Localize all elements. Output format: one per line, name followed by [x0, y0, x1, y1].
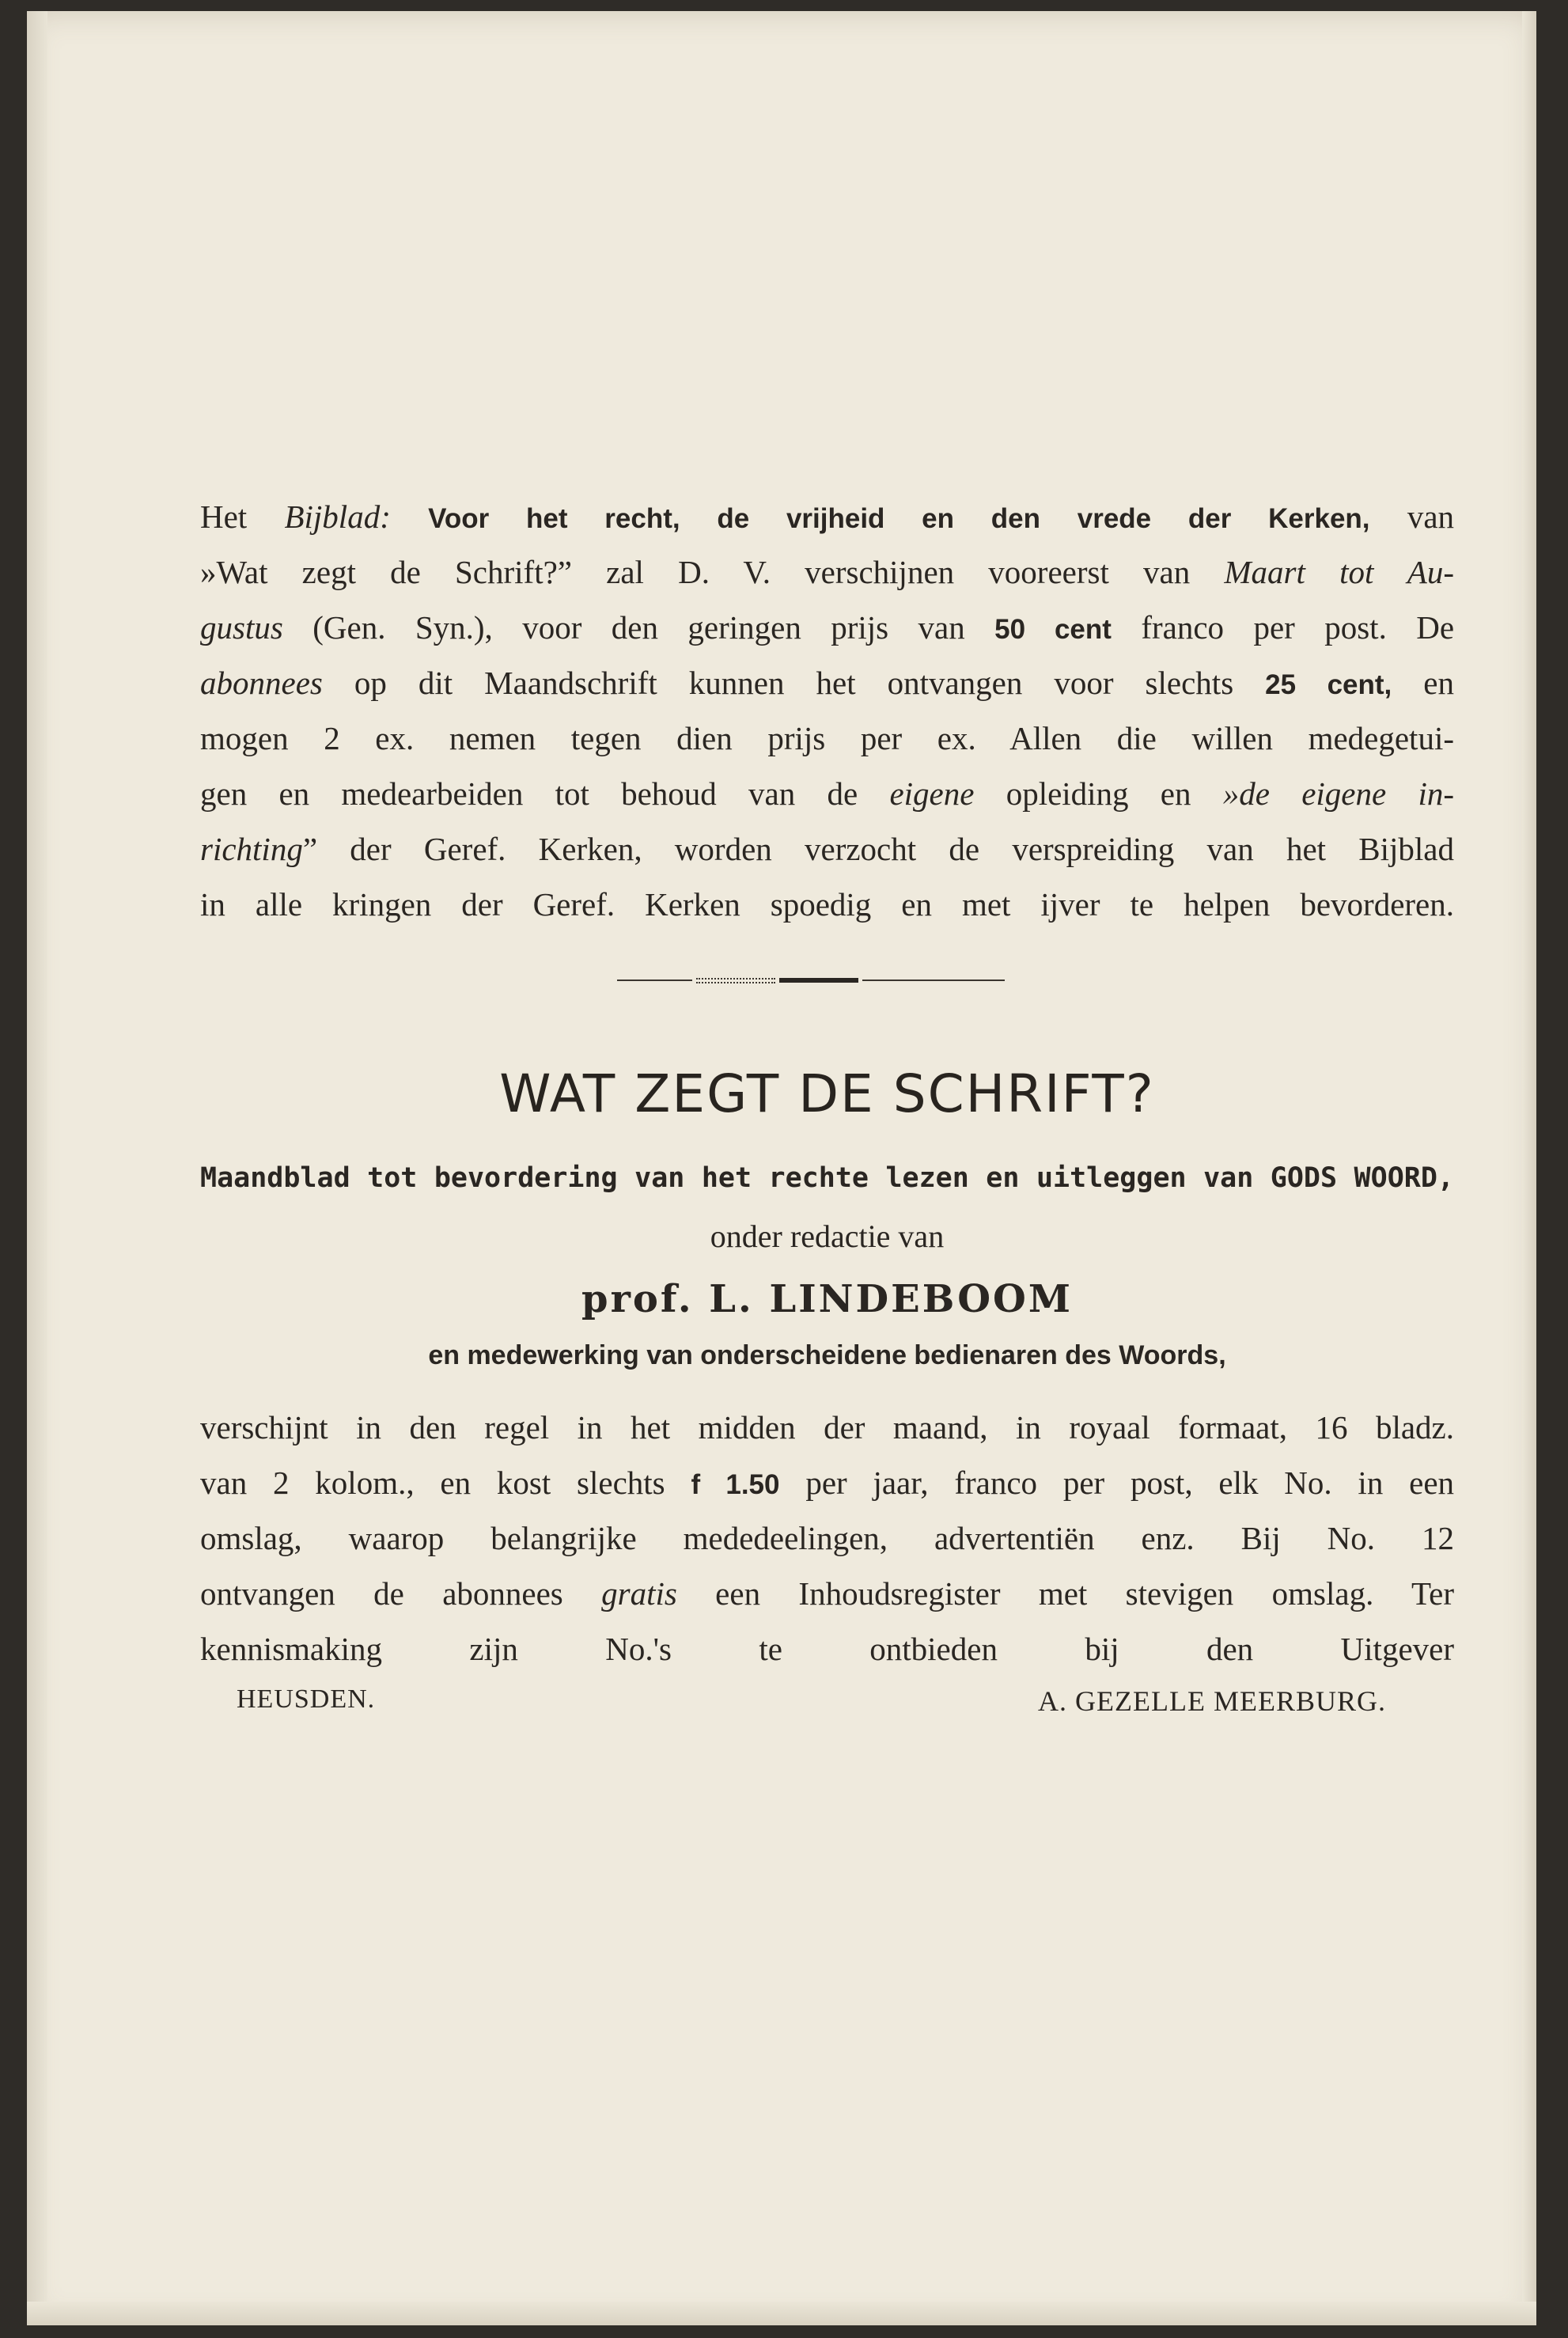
text-line: [200, 655, 1454, 713]
page-edge-right: [1522, 11, 1536, 2325]
italic-text: »de eigene in-: [1222, 775, 1454, 812]
text-segment: opleiding en: [1006, 775, 1191, 812]
italic-text: Bijblad:: [284, 498, 391, 535]
text-segment: kennismaking zijn No.'s te ontbieden bij den Uitgever: [200, 1631, 1454, 1667]
italic-text: eigene: [889, 775, 975, 812]
text-segment: van: [1407, 498, 1455, 535]
italic-text: Maart tot Au-: [1224, 554, 1454, 590]
publisher-name: A. GEZELLE MEERBURG.: [1038, 1685, 1386, 1717]
text-segment: per jaar, franco per post, elk No. in een: [805, 1465, 1455, 1501]
bold-text: 25 cent,: [1265, 669, 1392, 700]
text-segment: op dit Maandschrift kunnen het ontvangen voor slechts: [354, 665, 1234, 701]
text-line: [200, 766, 1454, 821]
italic-text: richting: [200, 831, 303, 867]
publisher-place: HEUSDEN.: [237, 1684, 376, 1714]
text-segment: franco per post. De: [1141, 609, 1455, 646]
text-segment: Het: [200, 498, 248, 535]
text-line: [200, 1455, 1454, 1513]
magazine-title: WAT ZEGT DE SCHRIFT?: [499, 1063, 1155, 1124]
text-segment: een Inhoudsregister met stevigen omslag. Ter: [715, 1575, 1454, 1612]
collaboration-line: en medewerking van onderscheidene bedienaren des Woords,: [428, 1340, 1226, 1370]
page-edge-bottom: [27, 2302, 1536, 2325]
text-segment: »Wat zegt de Schrift?” zal D. V. verschijnen vooreerst van: [200, 554, 1191, 590]
text-line: [200, 710, 1454, 766]
bold-text: Voor het recht, de vrijheid en den vrede der Kerken,: [428, 503, 1370, 534]
text-segment: (Gen. Syn.), voor den geringen prijs van: [312, 609, 965, 646]
page-edge-left: [27, 11, 47, 2325]
text-line: [200, 1566, 1454, 1621]
bold-text: f 1.50: [691, 1469, 780, 1500]
text-line: [200, 1621, 1454, 1677]
italic-text: gratis: [601, 1575, 677, 1612]
magazine-subtitle: Maandblad tot bevordering van het rechte lezen en uitleggen van GODS WOORD,: [200, 1162, 1454, 1194]
text-segment: ontvangen de abonnees: [200, 1575, 563, 1612]
editor-name: prof. L. LINDEBOOM: [581, 1277, 1073, 1321]
text-line: [200, 1400, 1454, 1455]
redactie-line: onder redactie van: [710, 1218, 945, 1254]
text-line: [200, 600, 1454, 657]
text-segment: omslag, waarop belangrijke mededeelingen, advertentiën enz. Bij No. 12: [200, 1520, 1454, 1556]
text-segment: mogen 2 ex. nemen tegen dien prijs per ex. Allen die willen medegetui-: [200, 720, 1454, 756]
text-line: [200, 1510, 1454, 1566]
italic-text: gustus: [200, 609, 283, 646]
text-line: [200, 489, 1454, 547]
italic-text: abonnees: [200, 665, 323, 701]
text-line: [200, 877, 1454, 932]
bold-text: 50 cent: [994, 614, 1112, 645]
text-segment: en: [1423, 665, 1454, 701]
text-segment: in alle kringen der Geref. Kerken spoedig en met ijver te helpen bevorderen.: [200, 886, 1454, 923]
text-segment: van 2 kolom., en kost slechts: [200, 1465, 665, 1501]
ornamental-separator: [617, 976, 1005, 985]
text-line: [200, 544, 1454, 600]
text-line: [200, 821, 1454, 877]
text-segment: gen en medearbeiden tot behoud van de: [200, 775, 858, 812]
text-segment: verschijnt in den regel in het midden der maand, in royaal formaat, 16 bladz.: [200, 1409, 1454, 1446]
text-segment: ” der Geref. Kerken, worden verzocht de verspreiding van het Bijblad: [302, 831, 1454, 867]
document-page: [27, 11, 1536, 2325]
